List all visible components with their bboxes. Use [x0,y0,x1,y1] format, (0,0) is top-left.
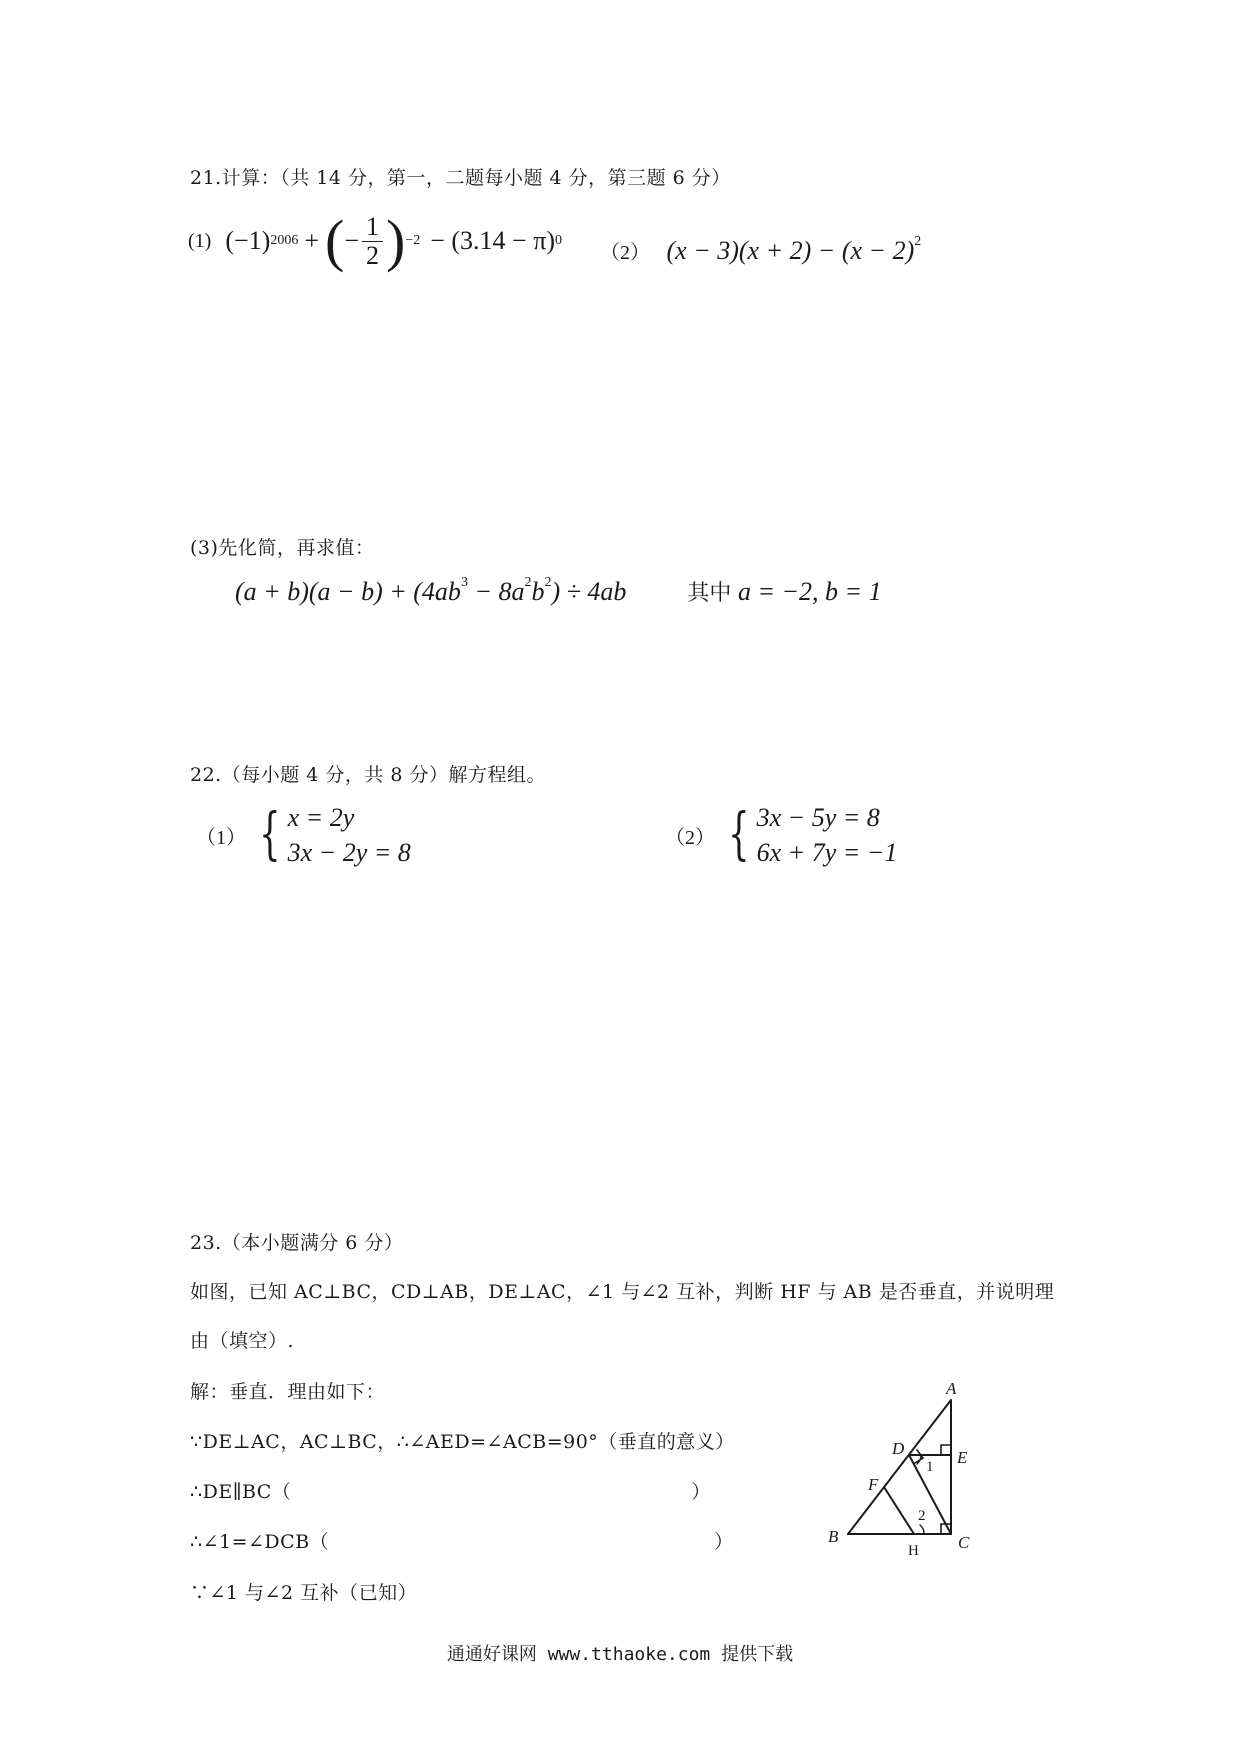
q23-step1: ∵DE⊥AC，AC⊥BC，∴∠AED=∠ACB=90°（垂直的意义） [190,1431,735,1453]
q21-part1-exp3: 0 [555,233,562,248]
q21-part3-expression [235,575,882,607]
q21-part1-plus: + [304,226,319,255]
q21-part3-expr-b: − 8a [467,577,525,606]
q21-part3-cond-cn: 其中 [687,580,732,605]
label-f: F [868,1475,879,1494]
q22-part1 [196,800,411,870]
q21-part3-exp-a: 3 [460,575,468,590]
q23-step3-text: ∴∠1=∠DCB（ [190,1531,330,1553]
q22-part2 [665,800,897,870]
q23-step3 [190,1527,734,1554]
segment-hf [884,1487,914,1534]
q23-title: 23.（本小题满分 6 分） [190,1232,404,1254]
q22-part2-eq2: 6x + 7y = −1 [756,838,898,868]
q23-stem-line2: 由（填空）. [190,1330,295,1352]
label-d: D [892,1439,905,1458]
q21-part1 [188,208,562,273]
angle-2-arc [920,1525,924,1534]
right-angle-e [941,1445,951,1455]
q23-solution-intro: 解：垂直．理由如下： [190,1381,386,1403]
q23-step2-text: ∴DE∥BC（ [190,1481,292,1503]
q23-triangle-figure [820,1370,1000,1570]
q23-stem-line1: 如图，已知 AC⊥BC，CD⊥AB，DE⊥AC，∠1 与∠2 互补，判断 HF 与 AB 是否垂直，并说明理 [190,1281,1055,1303]
q21-part2-exp: 2 [914,234,922,249]
page-footer: 通通好课网 www.tthaoke.com 提供下载 [446,1644,794,1665]
q21-part1-base: (−1) [225,226,271,255]
segment-ab [848,1400,951,1534]
q22-part2-label: （2） [665,826,715,849]
q21-title: 21.计算：（共 14 分，第一，二题每小题 4 分，第三题 6 分） [190,167,731,189]
q23-step3-close: ） [714,1531,734,1553]
q21-part3-expr-d: ) ÷ 4ab [551,577,627,606]
label-c: C [958,1533,970,1552]
q22-part1-eq2: 3x − 2y = 8 [287,838,411,868]
q22-part1-label: （1） [196,826,246,849]
label-angle-1: 1 [926,1459,934,1475]
label-h: H [908,1543,919,1559]
q22-part2-eq1: 3x − 5y = 8 [756,803,880,832]
q21-part1-neg: − [344,226,359,255]
q21-part1-lparen: ( [324,208,345,273]
q21-part3-expr-a: (a + b)(a − b) + (4ab [235,577,461,606]
label-angle-2: 2 [918,1508,926,1524]
q21-part3-expr-c: b [531,577,545,606]
q21-part3-condition: a = −2, b = 1 [737,577,882,606]
q21-part1-fraction [362,213,383,269]
label-e: E [957,1448,968,1467]
q21-part1-exp: 2006 [270,233,299,248]
q21-part3-exp-b: 2 [524,575,532,590]
q22-part1-eq1: x = 2y [287,803,355,832]
q21-part2-expr: (x − 3)(x + 2) − (x − 2) [666,236,915,265]
q21-part3-label: (3)先化简，再求值： [190,537,375,559]
q21-part1-denominator: 2 [365,240,379,270]
q22-title: 22.（每小题 4 分，共 8 分）解方程组。 [190,764,547,786]
q23-step2-close: ） [691,1481,711,1503]
angle-1-arc [917,1455,921,1464]
q21-part2 [600,234,921,266]
label-b: B [828,1527,839,1546]
q23-step4: ∵∠1 与∠2 互补（已知） [190,1582,418,1604]
q21-part1-rparen: ) [385,208,406,273]
q21-part2-label: （2） [600,242,650,264]
q21-part1-numerator: 1 [362,213,383,241]
q23-step2 [190,1477,711,1504]
label-a: A [946,1379,957,1398]
q21-part1-label: (1) [188,229,212,252]
q21-part1-exp2: −2 [405,233,421,248]
q21-part3-exp-c: 2 [544,575,552,590]
q22-part1-brace: { [259,802,281,868]
q22-part2-brace: { [728,802,750,868]
q21-part1-tail: − (3.14 − π) [430,226,555,255]
